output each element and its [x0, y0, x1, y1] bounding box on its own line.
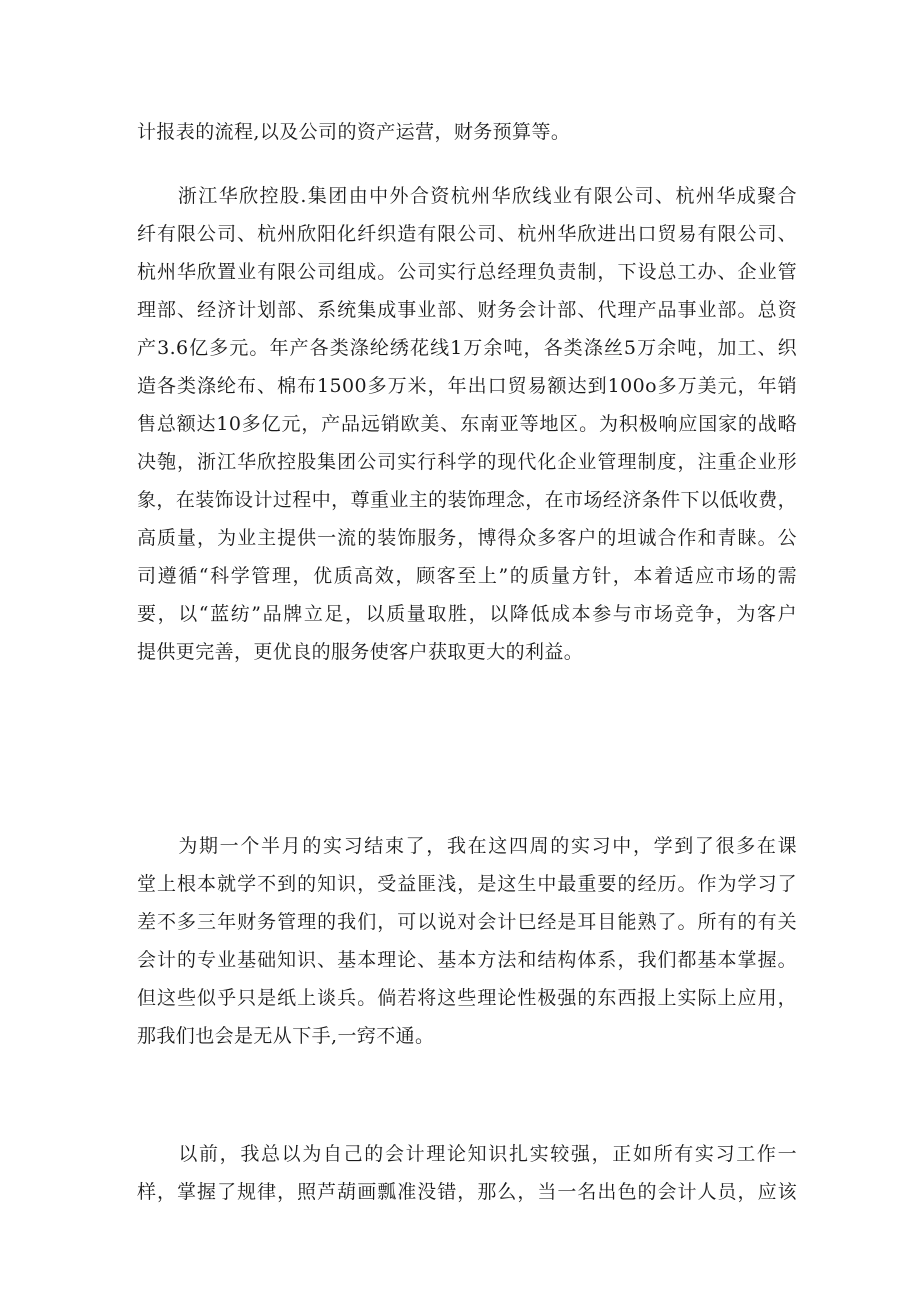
paragraph-3: [137, 827, 797, 1055]
text-line: 产3.6亿多元。年产各类涤纶绣花线1万余吨，各类涤丝5万余吨，加工、织: [137, 337, 797, 359]
text-line: 样，掌握了规律，照芦葫画瓢准没错，那么，当一名出色的会计人员，应该: [137, 1181, 797, 1203]
text-line: 浙江华欣控股.集团由中外合资杭州华欣线业有限公司、杭州华成聚合: [137, 185, 797, 207]
text-line: 决匏，浙江华欣控股集团公司实行科学的现代化企业管理制度，注重企业形: [137, 451, 797, 473]
text-line: 售总额达10多亿元，产品远销欧美、东南亚等地区。为积极响应国家的战略: [137, 413, 797, 435]
text-line: 司遵循“科学管理，优质高效，顾客至上”的质量方针，本着适应市场的需: [137, 565, 797, 587]
text-line: 堂上根本就学不到的知识，受益匪浅，是这生中最重要的经历。作为学习了: [137, 873, 797, 895]
text-line: 提供更完善，更优良的服务使客户获取更大的利益。: [137, 641, 584, 663]
text-line: 高质量，为业主提供一流的装饰服务，博得众多客户的坦诚合作和青睐。公: [137, 527, 797, 549]
paragraph-1: [137, 113, 797, 151]
text-line: 杭州华欣置业有限公司组成。公司实行总经理负责制，下设总工办、企业管: [137, 261, 797, 283]
paragraph-2: [137, 177, 797, 671]
text-line: 理部、经济计划部、系统集成事业部、财务会计部、代理产品事业部。总资: [137, 299, 797, 321]
text-line: 以前，我总以为自己的会计理论知识扎实较强，正如所有实习工作一: [137, 1143, 797, 1165]
paragraph-4: [137, 1135, 797, 1211]
text-line: 会计的专业基础知识、基本理论、基本方法和结构体系，我们都基本掌握。: [137, 949, 797, 971]
text-line: 差不多三年财务管理的我们，可以说对会计巳经是耳目能熟了。所有的有关: [137, 911, 797, 933]
text-line: 那我们也会是无从下手,一窍不通。: [137, 1025, 435, 1047]
text-line: 造各类涤纶布、棉布1500多万米，年出口贸易额达到100o多万美元，年销: [137, 375, 797, 397]
text-line: 计报表的流程,以及公司的资产运营，财务预算等。: [137, 121, 571, 143]
text-line: 要，以“蓝纺”品牌立足，以质量取胜，以降低成本参与市场竞争，为客户: [137, 603, 797, 625]
text-line: 为期一个半月的实习结束了，我在这四周的实习中，学到了很多在课: [137, 835, 797, 857]
text-line: 但这些似乎只是纸上谈兵。倘若将这些理论性极强的东西报上实际上应用，: [137, 987, 797, 1009]
text-line: 象，在装饰设计过程中，尊重业主的装饰理念，在市场经济条件下以低收费，: [137, 489, 797, 511]
text-line: 纤有限公司、杭州欣阳化纤织造有限公司、杭州华欣进出口贸易有限公司、: [137, 223, 797, 245]
